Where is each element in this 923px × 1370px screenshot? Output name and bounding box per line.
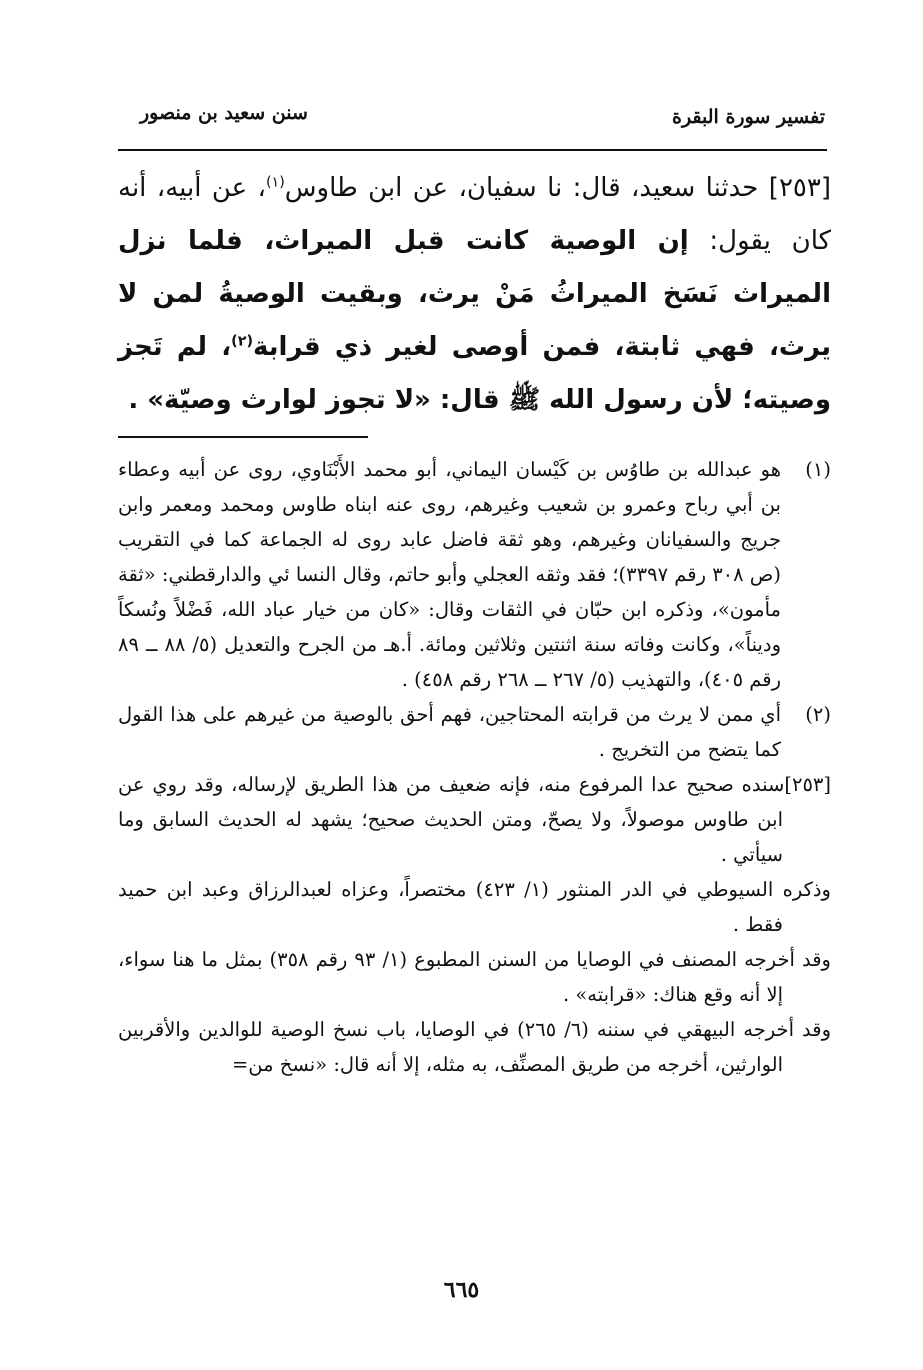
footnote-divider xyxy=(118,436,368,438)
footnote-2 xyxy=(118,697,831,767)
commentary-text: سنده صحيح عدا المرفوع منه، فإنه ضعيف من هذا الطريق لإرساله، وقد روي عن ابن طاوس موصولاً، ولا يصحّ، ومتن الحديث صحيح؛ يشهد له الحديث السابق وما سيأتي . xyxy=(118,773,785,866)
footnote-1 xyxy=(118,452,831,697)
footnote-ref-1: (١) xyxy=(265,174,285,191)
book-title: سنن سعيد بن منصور xyxy=(140,102,308,124)
footnotes-section xyxy=(118,452,831,1082)
hadith-isnad: حدثنا سعيد، قال: نا سفيان، عن ابن طاوس xyxy=(284,173,759,203)
footnote-text: هو عبدالله بن طاوُس بن كَيْسان اليماني، أبو محمد الأَبْنَاوي، روى عن أبيه وعطاء بن أبي رباح وعمرو بن شعيب وغيرهم، روى عنه ابناه طاوس ومحمد ومعمر وابن جريج والسفيانان وغيرهم، وهو ثقة فاضل عابد روى له الجماعة كما في التقريب (ص ٣٠٨ رقم ٣٣٩٧)؛ فقد وثقه العجلي وأبو حاتم، وقال النسا ئي والدارقطني: «ثقة مأمون»، وذكره ابن حبّان في الثقات وقال: «كان من خيار عباد الله، فَضْلاً ونُسكاً وديناً»، وكانت وفاته سنة اثنتين وثلاثين ومائة. أ.هـ من الجرح والتعديل (٥/ ٨٨ ــ ٨٩ رقم ٤٠٥)، والتهذيب (٥/ ٢٦٧ ــ ٢٦٨ رقم ٤٥٨) . xyxy=(118,458,781,691)
commentary-paragraph-3: وقد أخرجه المصنف في الوصايا من السنن المطبوع (١/ ٩٣ رقم ٣٥٨) بمثل ما هنا سواء، إلا أنه وقع هناك: «قرابته» . xyxy=(118,948,831,1006)
footnote-ref-2: (٢) xyxy=(231,333,253,350)
hadith-matn: إن الوصية كانت قبل الميراث، فلما نزل الميراث نَسَخ الميراثُ مَنْ يرث، وبقيت الوصيةُ لمن لا يرث، فهي ثابتة، فمن أوصى لغير ذي قرابة xyxy=(118,226,831,362)
hadith-matn-cont: ، لم تَجز وصيته؛ لأن رسول الله ﷺ قال: «لا تجوز لوارث وصيّة» . xyxy=(118,332,831,415)
footnote-marker: (٢) xyxy=(805,703,831,726)
chapter-title: تفسير سورة البقرة xyxy=(671,106,825,128)
commentary-number: [٢٥٣] xyxy=(784,773,831,796)
footnote-marker: (١) xyxy=(805,458,831,481)
hadith-number: [٢٥٣] xyxy=(768,173,832,203)
commentary-paragraph-4: وقد أخرجه البيهقي في سننه (٦/ ٢٦٥) في الوصايا، باب نسخ الوصية للوالدين والأقربين الوارثين، أخرجه من طريق المصنِّف، به مثله، إلا أنه قال: «نسخ من= xyxy=(118,1018,831,1076)
footnote-text: أي ممن لا يرث من قرابته المحتاجين، فهم أحق بالوصية من غيرهم على هذا القول كما يتضح من التخريج . xyxy=(118,703,781,761)
header-divider xyxy=(118,149,827,151)
hadith-text xyxy=(118,162,831,427)
hadith-isnad-cont: ، عن أبيه، أنه كان يقول: xyxy=(118,173,831,256)
running-header xyxy=(118,102,825,142)
commentary-paragraph-2: وذكره السيوطي في الدر المنثور (١/ ٤٢٣) مختصراً، وعزاه لعبدالرزاق وعبد ابن حميد فقط . xyxy=(118,878,831,936)
page-number: ٦٦٥ xyxy=(443,1277,480,1303)
commentary-paragraph-1 xyxy=(118,767,831,872)
